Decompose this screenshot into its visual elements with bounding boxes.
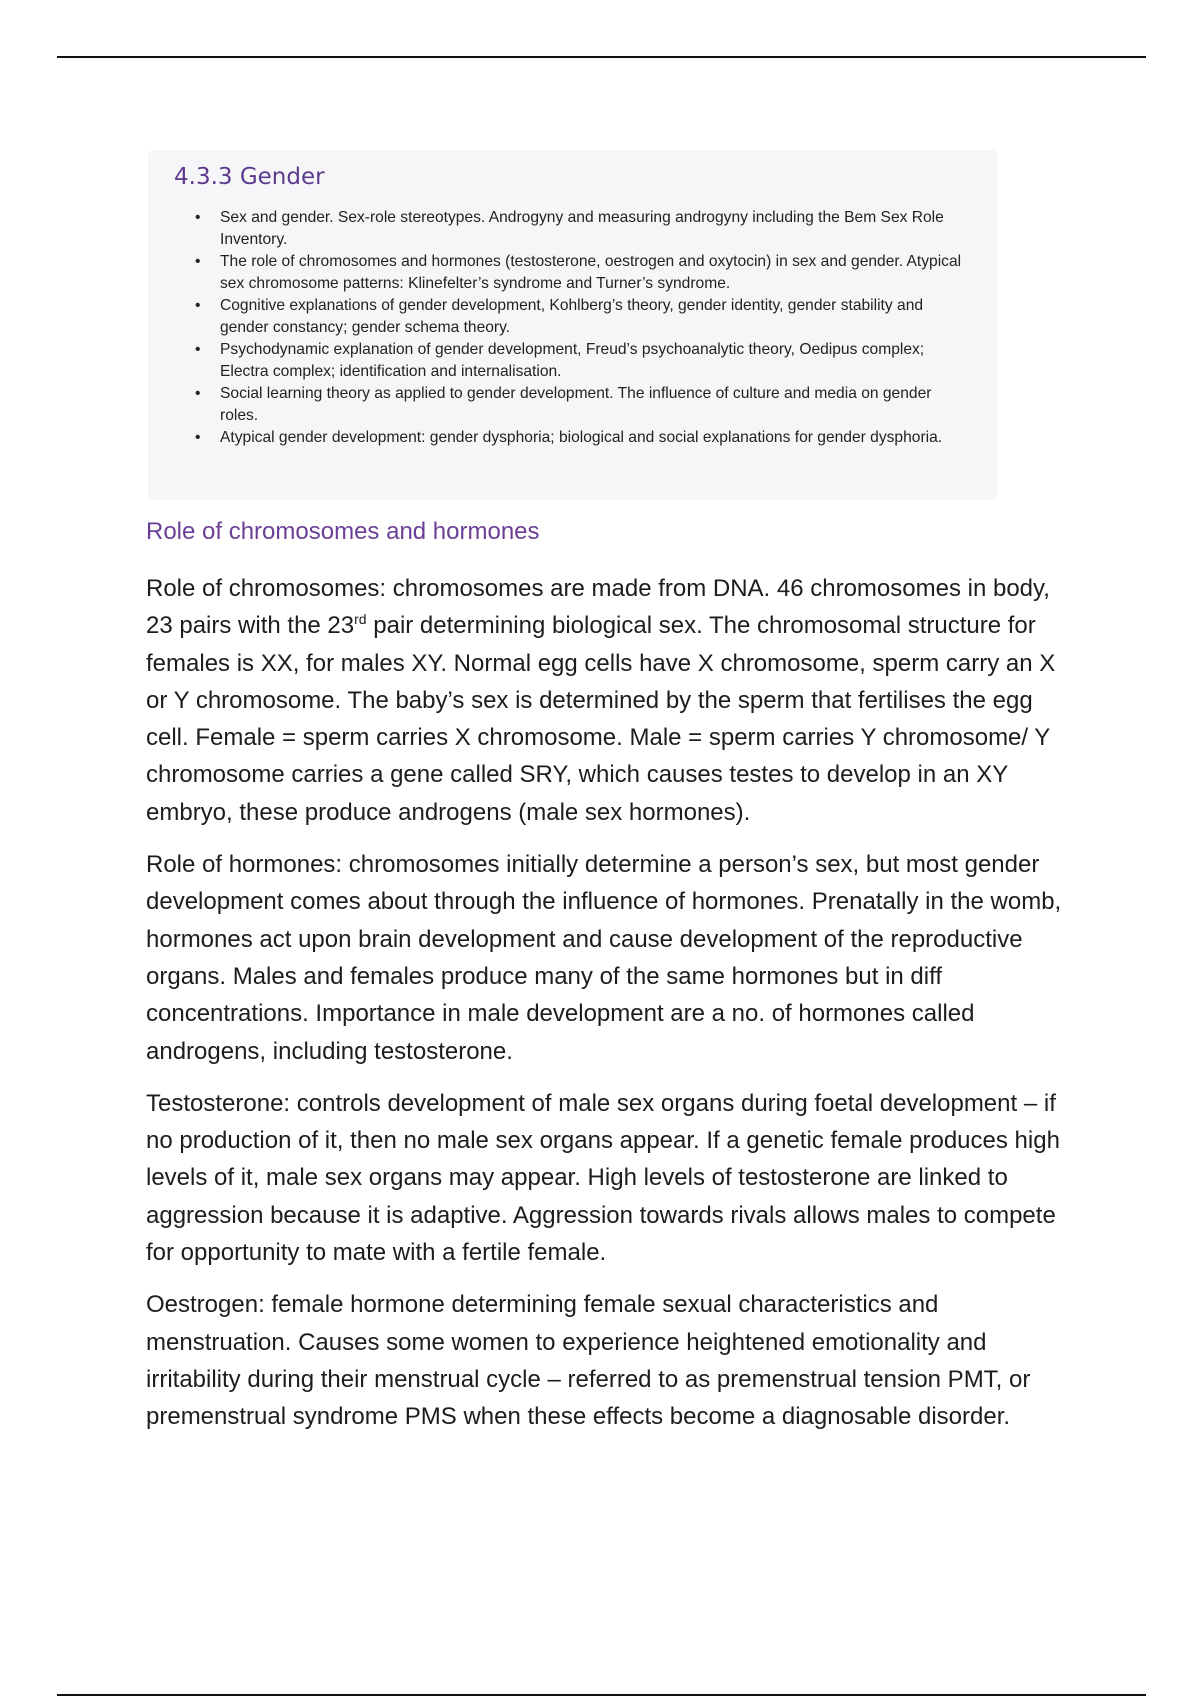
spec-bullet-list — [195, 207, 965, 449]
bullet-icon: • — [195, 297, 201, 314]
section-heading: Role of chromosomes and hormones — [146, 518, 540, 545]
bullet-icon: • — [195, 253, 201, 270]
paragraph-testosterone: Testosterone: controls development of male sex organs during foetal development – if no production of it, then no male sex organs appear. If a genetic female produces high levels of it, male sex organs may appear. High levels of testosterone are linked to aggression because it is adaptive. Aggression towards rivals allows males to compete for opportunity to mate with a fertile female. — [146, 1089, 1060, 1267]
spec-bullet-item: • Psychodynamic explanation of gender development, Freud’s psychoanalytic theory, Oedipus complex; Electra complex; identification and internalisation. — [195, 341, 925, 380]
bullet-icon: • — [195, 341, 201, 358]
spec-title: 4.3.3 Gender — [174, 164, 325, 190]
spec-bullet-item: • Social learning theory as applied to gender development. The influence of culture and media on gender roles. — [195, 385, 932, 424]
bullet-icon: • — [195, 385, 201, 402]
body-text — [146, 570, 1066, 1451]
bottom-rule — [57, 1694, 1146, 1696]
paragraph-hormones: Role of hormones: chromosomes initially determine a person’s sex, but most gender development comes about through the influence of hormones. Prenatally in the womb, hormones act upon brain development and cause development of the reproductive organs. Males and females produce many of the same hormones but in diff concentrations. Importance in male development are a no. of hormones called androgens, including testosterone. — [146, 851, 1062, 1065]
paragraph-chromosomes: Role of chromosomes: chromosomes are made from DNA. 46 chromosomes in body, 23 pairs with the 23rd pair determining biological sex. The chromosomal structure for females is XX, for males XY. Normal egg cells have X chromosome, sperm carry an X or Y chromosome. The baby’s sex is determined by the sperm that fertilises the egg cell. Female = sperm carries X chromosome. Male = sperm carries Y chromosome/ Y chromosome carries a gene called SRY, which causes testes to develop in an XY embryo, these produce androgens (male sex hormones). — [146, 575, 1056, 826]
ordinal-superscript: rd — [354, 611, 367, 628]
spec-bullet-item: • The role of chromosomes and hormones (testosterone, oestrogen and oxytocin) in sex and gender. Atypical sex chromosome patterns: Klinefelter’s syndrome and Turner’s syndrome. — [195, 253, 962, 292]
spec-bullet-item: • Cognitive explanations of gender development, Kohlberg’s theory, gender identity, gender stability and gender constancy; gender schema theory. — [195, 297, 924, 336]
bullet-icon: • — [195, 209, 201, 226]
spec-bullet-item: • Sex and gender. Sex-role stereotypes. Androgyny and measuring androgyny including the Bem Sex Role Inventory. — [195, 209, 944, 248]
top-rule — [57, 56, 1146, 58]
spec-bullet-item: • Atypical gender development: gender dysphoria; biological and social explanations for gender dysphoria. — [195, 427, 965, 449]
paragraph-oestrogen: Oestrogen: female hormone determining female sexual characteristics and menstruation. Causes some women to experience heightened emotionality and irritability during their menstrual cycle – referred to as premenstrual tension PMT, or premenstrual syndrome PMS when these effects become a diagnosable disorder. — [146, 1291, 1031, 1431]
bullet-icon: • — [195, 429, 201, 446]
